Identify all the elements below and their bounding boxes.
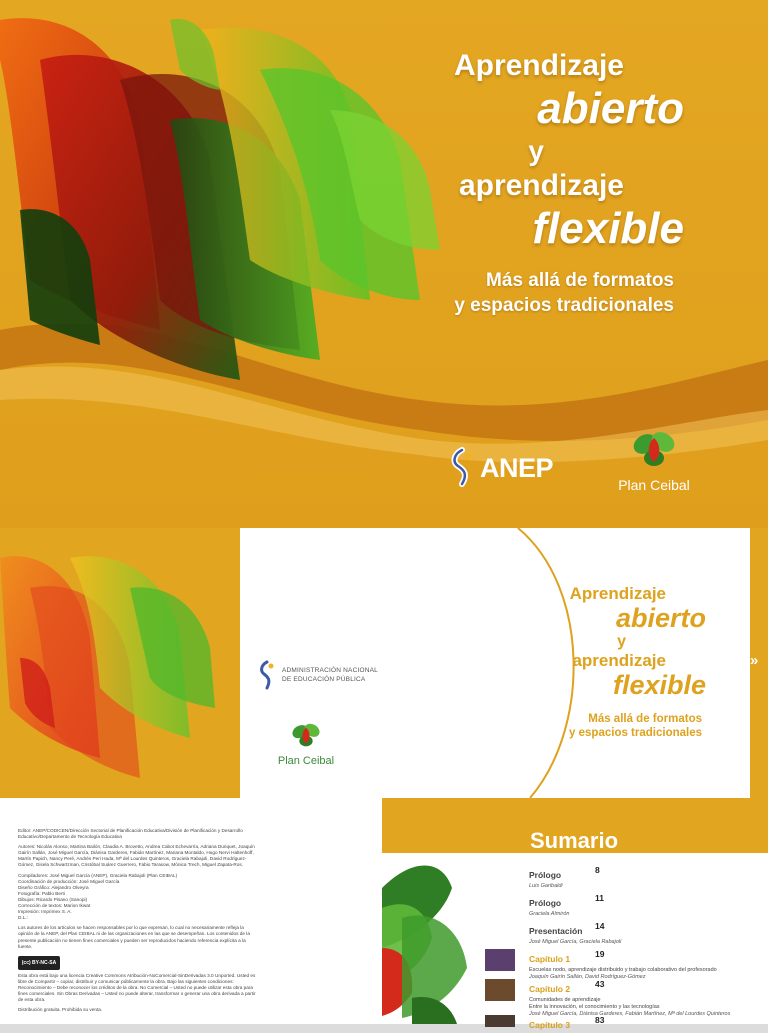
toc-entry-author: José Miguel García, Graciela Rabajoli <box>529 939 622 945</box>
next-page-strip <box>750 528 768 798</box>
chapter-thumbnail <box>485 949 515 971</box>
title-page-line4: aprendizaje <box>572 651 666 670</box>
toc-entry-presentacion[interactable] <box>529 921 765 949</box>
plan-ceibal-logo-small <box>276 718 336 767</box>
title-page <box>240 528 750 798</box>
summary-title: Sumario <box>530 828 619 853</box>
toc-chapter-label: Capítulo 3 <box>529 1020 571 1030</box>
credits-text <box>18 828 256 1017</box>
cover-title-line2: abierto <box>537 84 684 133</box>
credits-distribution: Distribución gratuita. Prohibida su venta. <box>18 1007 103 1013</box>
toc-entry-prologo-2[interactable] <box>529 893 765 921</box>
plan-ceibal-logo <box>612 424 696 493</box>
ceibal-flower-icon <box>288 718 324 752</box>
title-page-line1: Aprendizaje <box>569 584 666 603</box>
summary-page <box>382 798 768 1030</box>
toc-entry-page: 14 <box>595 921 605 931</box>
summary-leaf-artwork <box>382 798 482 1024</box>
credits-dl: D.L.: <box>18 915 28 921</box>
title-page-line2: abierto <box>615 603 706 633</box>
toc-chapter-2[interactable] <box>529 979 765 1015</box>
chapter-thumbnail <box>485 1015 515 1027</box>
table-of-contents <box>529 865 765 1029</box>
credits-correction: Corrección de textos: Marion Ikwat <box>18 903 91 909</box>
credits-compilers: Compiladores: José Miguel García (ANEP), Graciela Rabajoli (Plan CEIBAL) <box>18 872 178 878</box>
credits-printing: Impresión: Imprimex S. A. <box>18 909 72 915</box>
cover-subtitle-line2: y espacios tradicionales <box>454 295 674 316</box>
anep-admin-line2: DE EDUCACIÓN PÚBLICA <box>282 676 366 683</box>
toc-chapter-1[interactable] <box>529 949 765 979</box>
cover-subtitle <box>454 268 674 318</box>
credits-design: Diseño Gráfico: Alejandro Olveyra <box>18 884 89 890</box>
toc-entry-page: 8 <box>595 865 600 875</box>
title-page-sub1: Más allá de formatos <box>588 713 702 725</box>
inside-cover-artwork <box>0 528 240 798</box>
toc-entry-label: Prólogo <box>529 870 562 880</box>
cover-title <box>454 48 684 254</box>
credits-license: Esta obra está bajo una licencia Creative Commons Atribución-NoComercial-SinDerivadas 3.0 Unported. Usted es libre de Compartir – copiar, distribuir y comunicar públicamente la obra. Bajo las siguientes condiciones: Reconocimiento – Debe reconocer los créditos de la obra. No Comercial – Usted no puede utilizar esta obra para fines comerciales. Sin Obras Derivadas – Usted no puede alterar, transformar o generar una obra derivada a partir de esta obra. <box>18 972 256 1003</box>
credits-drawings: Dibujos: Ricardo Pisano (Sanopi) <box>18 896 88 902</box>
cover-title-line4: aprendizaje <box>458 169 624 202</box>
toc-chapter-label: Capítulo 2 <box>529 984 571 994</box>
toc-chapter-label: Capítulo 1 <box>529 954 571 964</box>
toc-chapter-desc2: Entre la innovación, el conocimiento y las tecnologías <box>529 1004 660 1010</box>
toc-entry-label: Presentación <box>529 926 583 936</box>
toc-entry-author: Graciela Almirón <box>529 911 570 917</box>
anep-administration-logo <box>258 660 378 690</box>
toc-entry-prologo-1[interactable] <box>529 865 765 893</box>
credits-disclaimer: Los autores de los artículos se hacen responsables por lo que expresan, lo cual no necesariamente refleja la opinión de la ANEP, del Plan CEIBAL ni de las organizaciones en las que se desempeñan. Los contenidos de la presente publicación no tienen fines comerciales y pueden ser reproducidos haciendo referencia explícita a la fuente. <box>18 925 250 949</box>
title-page-sub2: y espacios tradicionales <box>569 727 702 739</box>
toc-chapter-3[interactable] <box>529 1015 765 1029</box>
next-page-arrows[interactable]: » <box>750 652 759 669</box>
cover-subtitle-line1: Más allá de formatos <box>486 270 674 291</box>
toc-chapter-author: José Miguel García, Diánisa Garderes, Fabián Martínez, Mª del Lourdes Quinteros <box>529 1011 731 1017</box>
chapter-thumbnail <box>485 979 515 1001</box>
credits-editor: Editor: ANEP/CODICEN/Dirección Sectorial de Planificación Educativa/División de Planificación y Desarrollo Educativo/Departamento de Tecnología Educativa <box>18 828 243 840</box>
plan-ceibal-logo-text: Plan Ceibal <box>618 477 690 493</box>
title-page-line5: flexible <box>612 670 706 700</box>
anep-emblem-icon <box>448 448 476 488</box>
title-page-subtitle <box>569 712 702 740</box>
toc-chapter-desc: Comunidades de aprendizaje <box>529 997 601 1003</box>
anep-emblem-icon <box>258 660 276 690</box>
anep-admin-line1: ADMINISTRACIÓN NACIONAL <box>282 667 378 674</box>
toc-chapter-desc: Escuelas nodo, aprendizaje distribuido y trabajo colaborativo del profesorado <box>529 967 717 973</box>
anep-logo-text: ANEP <box>480 452 554 483</box>
toc-chapter-page: 19 <box>595 949 605 959</box>
toc-entry-label: Prólogo <box>529 898 562 908</box>
plan-ceibal-small-text: Plan Ceibal <box>277 755 335 767</box>
credits-coordination: Coordinación de producción: José Miguel García <box>18 878 120 884</box>
title-page-line3: y <box>617 633 626 650</box>
cover-title-line5: flexible <box>532 204 684 253</box>
creative-commons-badge: (cc) BY-NC-SA <box>18 956 60 970</box>
ceibal-flower-icon <box>627 424 681 474</box>
inside-cover-swooshes <box>0 528 240 798</box>
toc-entry-author: Luis Garibaldi <box>529 883 563 889</box>
cover-title-line3: y <box>528 135 544 166</box>
toc-entry-page: 11 <box>595 893 604 903</box>
cover-title-line1: Aprendizaje <box>453 49 624 82</box>
credits-page <box>0 798 382 1024</box>
toc-chapter-page: 43 <box>595 979 605 989</box>
credits-authors: Autores: Nicolás Alonso, Martina Bailón, Claudia A. Brovetto, Andrea Cabot Echevarría, Adriana Duriquet, Joaquín Gairín Sallán, José Miguel García, Diánisa Garderes, Fabián Martínez, Mariana Montaldo, Hugo Nervi Haltenhoff, Martín Papich, Nancy Peré, Andrés Peri Hada, Mª del Lourdes Quinteros, Graciela Rabajoli, David Rodríguez-Gómez, Gisela Schwartzman, Cristóbal Suárez Guerrero, Fabio Tarasow, Mónica Trech, Miguel Zapata-Ros. <box>18 844 255 868</box>
title-page-title <box>570 584 706 700</box>
anep-logo <box>448 448 553 488</box>
toc-chapter-author: Joaquín Gairín Sallán, David Rodríguez-Gómez <box>529 974 646 980</box>
credits-photo: Fotografía: Pablo Berti <box>18 890 65 896</box>
toc-chapter-page: 83 <box>595 1015 605 1025</box>
